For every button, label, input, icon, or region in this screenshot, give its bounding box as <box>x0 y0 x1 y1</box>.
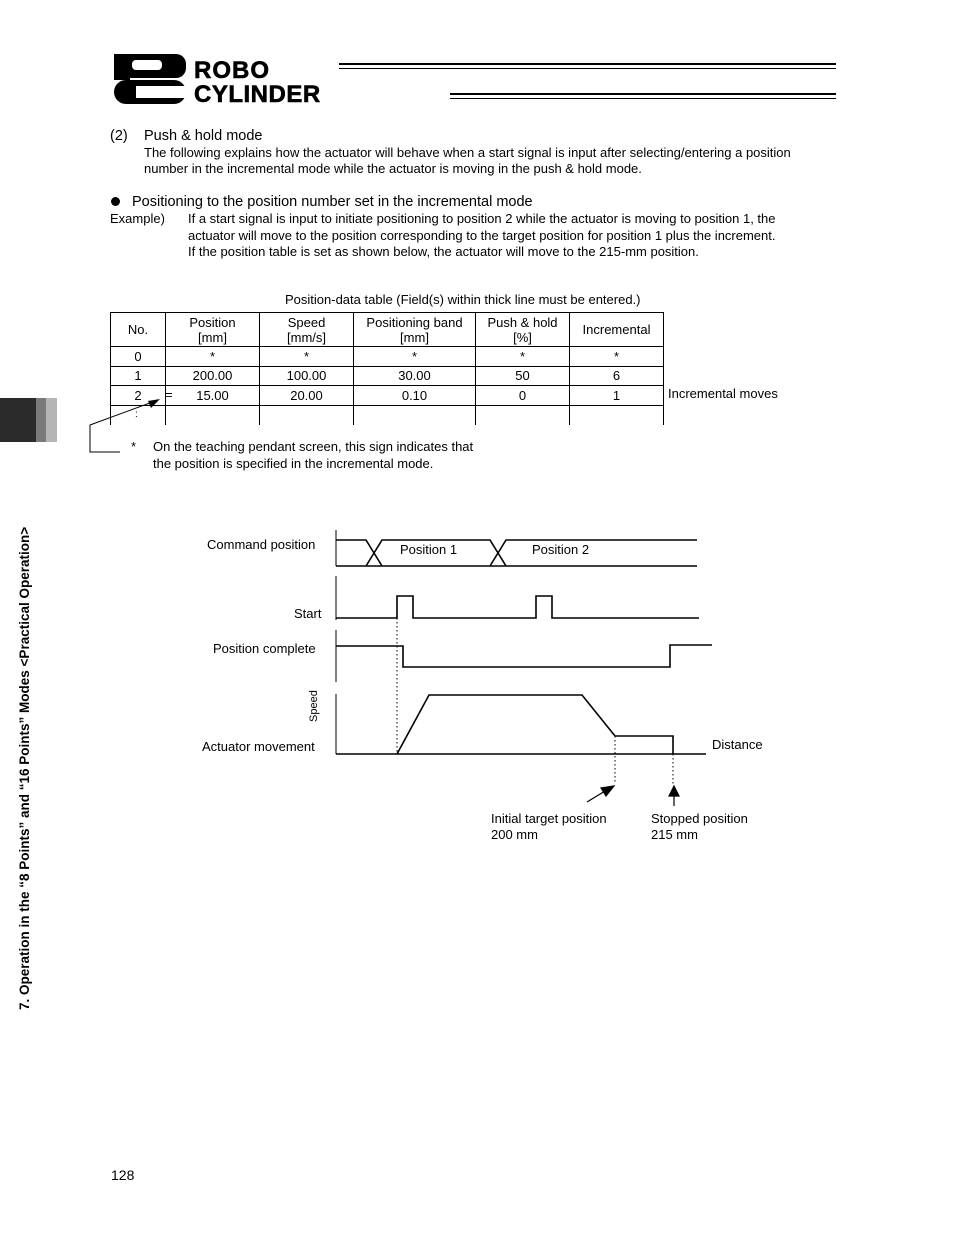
cell-band: 0.10 <box>354 386 476 406</box>
stop-arrow-icon <box>669 786 679 796</box>
table-caption: Position-data table (Field(s) within thick line must be entered.) <box>285 292 641 307</box>
cell-band: * <box>354 347 476 367</box>
header-speed: Speed [mm/s] <box>260 313 354 347</box>
cell-push: 0 <box>476 386 570 406</box>
section-intro-line-2: number in the incremental mode while the actuator is moving in the push & hold mode. <box>144 161 642 176</box>
label-position-1: Position 1 <box>400 542 458 557</box>
footnote-line-1: On the teaching pendant screen, this sign indicates that <box>153 439 474 454</box>
example-line-2: actuator will move to the position corresponding to the target position for position 1 plus the increment. <box>188 228 776 243</box>
cell-incremental: 1 <box>570 386 664 406</box>
cell-speed: * <box>260 347 354 367</box>
label-position-complete: Position complete <box>213 641 316 656</box>
example-line-1: If a start signal is input to initiate positioning to position 2 while the actuator is moving to position 1, the <box>188 211 776 226</box>
section-title: Push & hold mode <box>144 128 263 144</box>
header-incremental: Incremental <box>570 313 664 347</box>
cell-push: 50 <box>476 366 570 386</box>
cell-no: 0 <box>111 347 166 367</box>
header-push-hold: Push & hold [%] <box>476 313 570 347</box>
label-speed-axis: Speed <box>308 690 320 722</box>
label-actuator-movement: Actuator movement <box>202 739 315 754</box>
example-line-3: If the position table is set as shown below, the actuator will move to the 215-mm position. <box>188 244 699 259</box>
header-position: Position [mm] <box>166 313 260 347</box>
chapter-side-label: 7. Operation in the “8 Points” and “16 Points” Modes <Practical Operation> <box>17 526 32 1010</box>
label-start: Start <box>294 606 322 621</box>
continuation-mark: : <box>135 409 138 420</box>
section-number: (2) <box>110 128 128 144</box>
target-arrow-icon <box>601 786 614 796</box>
header-no: No. <box>111 313 166 347</box>
cell-incremental: * <box>570 347 664 367</box>
start-signal <box>336 596 699 618</box>
incremental-sign: = <box>165 387 173 402</box>
label-stopped-position-2: 215 mm <box>651 827 698 842</box>
logo-text-robo: ROBO <box>194 57 270 84</box>
label-initial-target-2: 200 mm <box>491 827 538 842</box>
cell-speed: 20.00 <box>260 386 354 406</box>
cell-position: 15.00 <box>166 386 260 406</box>
cell-no: 2 <box>111 386 166 406</box>
bullet-heading: Positioning to the position number set in the incremental mode <box>132 194 533 210</box>
cell-band: 30.00 <box>354 366 476 386</box>
label-command-position: Command position <box>207 537 316 552</box>
section-intro-line-1: The following explains how the actuator will behave when a start signal is input after selecting/entering a position <box>144 145 791 160</box>
label-position-2: Position 2 <box>532 542 590 557</box>
example-label: Example) <box>110 211 165 226</box>
cell-position: 200.00 <box>166 366 260 386</box>
position-complete-signal <box>336 645 712 667</box>
footnote-line-2: the position is specified in the incremental mode. <box>153 456 434 471</box>
logo-text-cylinder: CYLINDER <box>194 81 321 108</box>
cell-push: * <box>476 347 570 367</box>
command-position-signal <box>336 540 697 566</box>
label-stopped-position-1: Stopped position <box>651 811 748 826</box>
speed-profile <box>397 695 673 754</box>
page-number: 128 <box>111 1167 135 1183</box>
cell-no: 1 <box>111 366 166 386</box>
cell-position: * <box>166 347 260 367</box>
label-initial-target-1: Initial target position <box>491 811 607 826</box>
label-distance: Distance <box>712 737 763 752</box>
header-positioning-band: Positioning band [mm] <box>354 313 476 347</box>
footnote-mark: * <box>131 439 137 454</box>
cell-speed: 100.00 <box>260 366 354 386</box>
cell-incremental: 6 <box>570 366 664 386</box>
incremental-moves-note: Incremental moves <box>668 386 778 401</box>
